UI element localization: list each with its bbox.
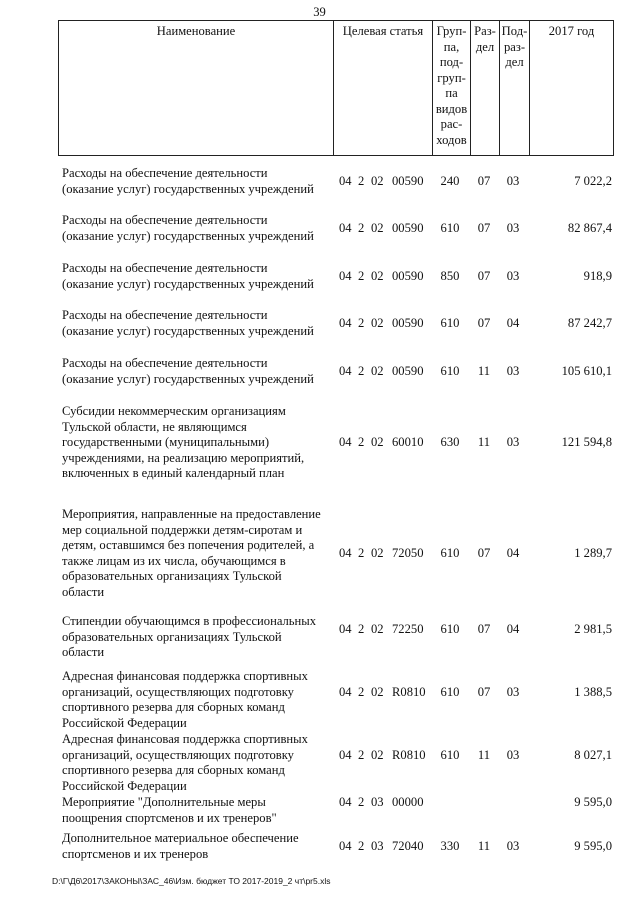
row-section: 07	[477, 622, 491, 636]
header-line: груп-	[437, 70, 466, 85]
row-name	[62, 356, 332, 387]
row-name-line: Адресная финансовая поддержка спортивных	[62, 669, 308, 683]
row-code-program: 04	[339, 269, 352, 283]
row-group: 330	[440, 839, 460, 853]
row-code-program: 04	[339, 221, 352, 235]
row-name-line: Российской Федерации	[62, 778, 187, 793]
header-subsection	[499, 21, 529, 155]
row-name-line: также лицам из их числа, обучающимся в	[62, 553, 286, 568]
row-section: 07	[477, 221, 491, 235]
header-line: па	[445, 86, 458, 100]
header-group-lines	[433, 24, 470, 148]
header-line: рас-	[440, 117, 463, 131]
row-code-direction: 00590	[392, 221, 424, 235]
row-amount: 8 027,1	[574, 748, 612, 762]
row-code-program: 04	[339, 435, 352, 449]
row-code-subprogram: 2	[358, 685, 365, 699]
row-section: 11	[477, 364, 491, 378]
row-code-subprogram: 2	[358, 174, 365, 188]
header-section-lines	[471, 24, 499, 55]
row-name-line: области	[62, 584, 105, 599]
row-amount: 121 594,8	[561, 435, 612, 449]
row-name-line: спортсменов и их тренеров	[62, 846, 209, 861]
row-name-line: организаций, осуществляющих подготовку	[62, 684, 294, 699]
row-code-program: 04	[339, 546, 352, 560]
row-name-line: Мероприятие "Дополнительные меры	[62, 795, 266, 809]
row-section: 07	[477, 546, 491, 560]
row-name	[62, 166, 332, 197]
row-name-line: Расходы на обеспечение деятельности	[62, 213, 268, 227]
row-subsection: 03	[506, 174, 520, 188]
row-amount: 1 388,5	[574, 685, 612, 699]
row-name	[62, 261, 332, 292]
row-code-subprogram: 2	[358, 839, 365, 853]
row-name-line: Расходы на обеспечение деятельности	[62, 356, 268, 370]
row-code-program: 04	[339, 685, 352, 699]
row-code-event: 03	[371, 839, 384, 853]
row-section: 07	[477, 316, 491, 330]
row-section: 07	[477, 174, 491, 188]
row-name-line: образовательных организациях Тульской	[62, 569, 282, 583]
row-group: 850	[440, 269, 460, 283]
header-line: Раз-	[474, 24, 496, 38]
row-subsection: 03	[506, 435, 520, 449]
row-name	[62, 308, 332, 339]
row-name-line: Российской Федерации	[62, 715, 187, 730]
row-section: 11	[477, 748, 491, 762]
row-code-subprogram: 2	[358, 546, 365, 560]
row-name-line: Адресная финансовая поддержка спортивных	[62, 732, 308, 746]
row-code-subprogram: 2	[358, 364, 365, 378]
row-code-program: 04	[339, 364, 352, 378]
row-name-line: Дополнительное материальное обеспечение	[62, 831, 299, 845]
header-line: под-	[439, 55, 464, 69]
row-section: 07	[477, 269, 491, 283]
row-amount: 1 289,7	[574, 546, 612, 560]
row-code-direction: 72250	[392, 622, 424, 636]
row-code-event: 02	[371, 269, 384, 283]
row-name-line: Мероприятия, направленные на предоставление	[62, 507, 321, 521]
row-code-subprogram: 2	[358, 748, 365, 762]
row-code-event: 02	[371, 685, 384, 699]
row-name-line: образовательных организациях Тульской	[62, 629, 282, 644]
row-code-direction: R0810	[392, 748, 426, 762]
row-name-line: Тульской области, не являющимся	[62, 419, 247, 434]
row-group: 610	[440, 748, 460, 762]
row-amount: 7 022,2	[574, 174, 612, 188]
header-line: дел	[475, 39, 495, 54]
row-amount: 87 242,7	[567, 316, 612, 330]
row-name-line: Расходы на обеспечение деятельности	[62, 308, 268, 322]
row-code-subprogram: 2	[358, 622, 365, 636]
row-code-event: 02	[371, 435, 384, 449]
row-code-subprogram: 2	[358, 221, 365, 235]
row-name-line: Расходы на обеспечение деятельности	[62, 166, 268, 180]
row-amount: 9 595,0	[574, 839, 612, 853]
row-subsection: 03	[506, 269, 520, 283]
row-name-line: детям, оставшимся без попечения родителей, а	[62, 538, 315, 552]
row-name-line: поощрения спортсменов и их тренеров"	[62, 810, 277, 825]
row-name	[62, 404, 332, 482]
row-code-program: 04	[339, 174, 352, 188]
row-code-subprogram: 2	[358, 316, 365, 330]
row-group: 240	[440, 174, 460, 188]
row-code-event: 03	[371, 795, 384, 809]
row-name-line: (оказание услуг) государственных учреждений	[62, 323, 314, 338]
row-subsection: 03	[506, 221, 520, 235]
row-group: 610	[440, 546, 460, 560]
row-subsection: 03	[506, 748, 520, 762]
row-name	[62, 507, 332, 600]
row-group: 610	[440, 622, 460, 636]
row-name	[62, 614, 332, 661]
row-code-subprogram: 2	[358, 795, 365, 809]
row-name-line: учреждениями, на реализацию мероприятий,	[62, 450, 305, 465]
page-number: 39	[313, 5, 326, 19]
row-subsection: 04	[506, 316, 520, 330]
row-code-program: 04	[339, 839, 352, 853]
row-name-line: (оказание услуг) государственных учреждений	[62, 228, 314, 243]
row-section: 11	[477, 839, 491, 853]
row-code-event: 02	[371, 221, 384, 235]
row-group: 610	[440, 685, 460, 699]
row-subsection: 04	[506, 622, 520, 636]
row-name-line: области	[62, 645, 105, 659]
budget-table	[58, 20, 614, 861]
row-name-line: включенных в единый календарный план	[62, 466, 285, 480]
row-name-line: Стипендии обучающимся в профессиональных	[62, 614, 317, 628]
row-code-direction: 00590	[392, 174, 424, 188]
row-amount: 9 595,0	[574, 795, 612, 809]
row-code-direction: 00000	[392, 795, 424, 809]
row-group: 610	[440, 221, 460, 235]
row-code-event: 02	[371, 748, 384, 762]
row-name	[62, 732, 332, 794]
row-name	[62, 795, 332, 826]
row-name-line: организаций, осуществляющих подготовку	[62, 747, 294, 762]
row-code-program: 04	[339, 622, 352, 636]
header-line: раз-	[503, 39, 526, 54]
row-code-direction: 72040	[392, 839, 424, 853]
row-group: 610	[440, 364, 460, 378]
header-year: 2017 год	[529, 21, 613, 155]
row-name-line: (оказание услуг) государственных учреждений	[62, 181, 314, 196]
header-line: Под-	[501, 24, 528, 38]
row-code-direction: 60010	[392, 435, 424, 449]
row-section: 07	[477, 685, 491, 699]
header-target: Целевая статья	[333, 21, 432, 155]
row-subsection: 03	[506, 685, 520, 699]
table-header	[58, 20, 614, 156]
header-line: па,	[443, 39, 460, 54]
row-subsection: 04	[506, 546, 520, 560]
row-name	[62, 669, 332, 731]
row-code-direction: 00590	[392, 316, 424, 330]
row-name-line: мер социальной поддержки детям-сиротам и	[62, 522, 303, 537]
row-section: 11	[477, 435, 491, 449]
row-code-direction: R0810	[392, 685, 426, 699]
file-path-footer: D:\Г\Д6\2017\ЗАКОНЫ\ЗАС_46\Изм. бюджет ТО 2017-2019_2 чт\pr5.xls	[52, 876, 331, 886]
row-name-line: Субсидии некоммерческим организациям	[62, 404, 286, 418]
row-name-line: государственными (муниципальными)	[62, 435, 270, 449]
header-line: ходов	[436, 132, 467, 147]
header-line: видов	[435, 101, 468, 116]
row-group: 610	[440, 316, 460, 330]
row-code-event: 02	[371, 546, 384, 560]
header-subsection-lines	[500, 24, 529, 71]
row-amount: 918,9	[583, 269, 612, 283]
header-section	[470, 21, 499, 155]
row-code-subprogram: 2	[358, 269, 365, 283]
row-group: 630	[440, 435, 460, 449]
row-code-event: 02	[371, 316, 384, 330]
row-code-event: 02	[371, 364, 384, 378]
row-name-line: спортивного резерва для сборных команд	[62, 763, 285, 777]
row-code-direction: 72050	[392, 546, 424, 560]
row-name	[62, 831, 332, 862]
row-amount: 82 867,4	[567, 221, 612, 235]
row-code-program: 04	[339, 748, 352, 762]
row-code-program: 04	[339, 316, 352, 330]
row-subsection: 03	[506, 839, 520, 853]
header-line: Груп-	[436, 24, 467, 38]
row-name	[62, 213, 332, 244]
header-line: дел	[505, 55, 524, 69]
row-code-program: 04	[339, 795, 352, 809]
row-amount: 105 610,1	[561, 364, 612, 378]
row-name-line: (оказание услуг) государственных учреждений	[62, 276, 314, 291]
row-name-line: Расходы на обеспечение деятельности	[62, 261, 268, 275]
row-amount: 2 981,5	[574, 622, 612, 636]
row-subsection: 03	[506, 364, 520, 378]
row-code-subprogram: 2	[358, 435, 365, 449]
row-code-direction: 00590	[392, 269, 424, 283]
header-name: Наименование	[156, 24, 236, 38]
row-code-event: 02	[371, 622, 384, 636]
row-code-event: 02	[371, 174, 384, 188]
row-code-direction: 00590	[392, 364, 424, 378]
row-name-line: спортивного резерва для сборных команд	[62, 700, 285, 714]
row-name-line: (оказание услуг) государственных учреждений	[62, 371, 314, 386]
header-group	[432, 21, 470, 155]
